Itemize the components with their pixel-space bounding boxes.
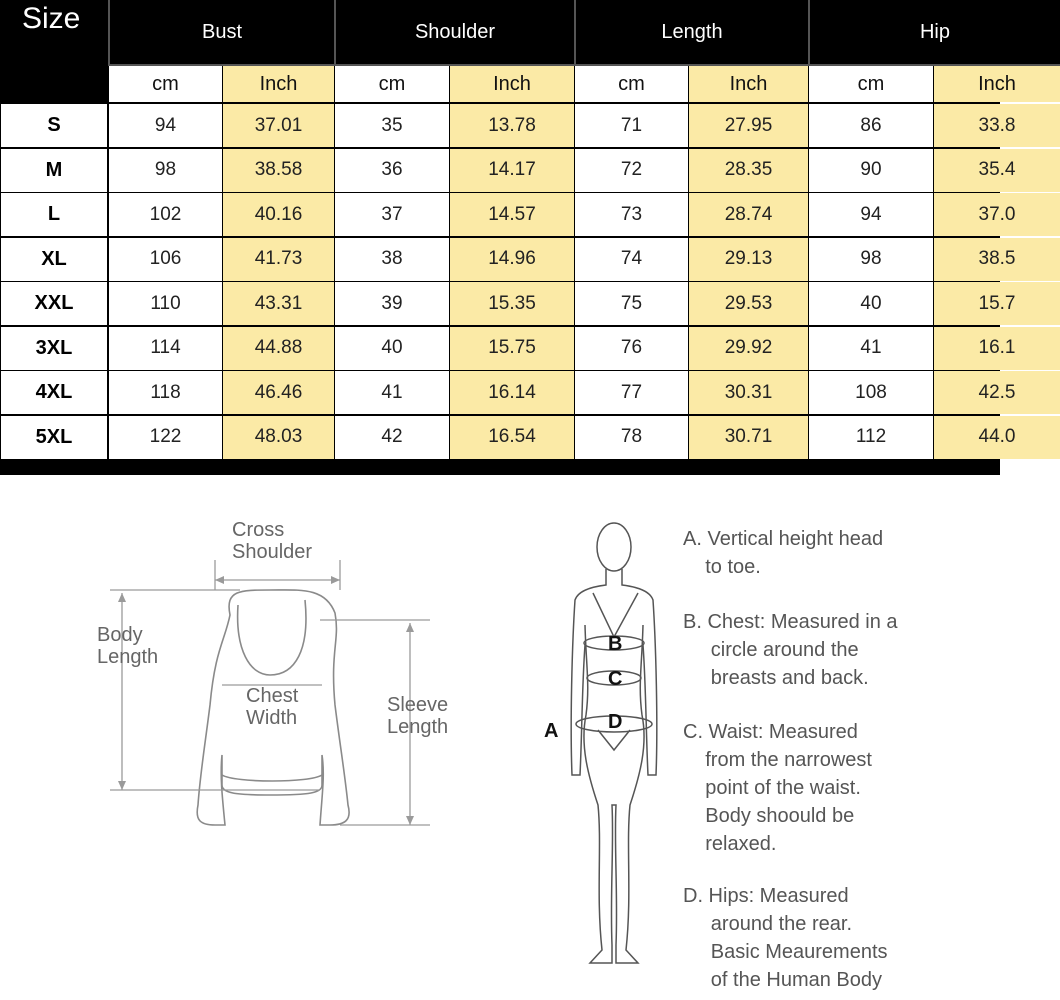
table-cell: 86 bbox=[809, 104, 933, 147]
table-cell: 43.31 bbox=[223, 282, 334, 325]
letter-a: A bbox=[544, 720, 559, 742]
table-cell: 35 bbox=[335, 104, 449, 147]
size-cell: 4XL bbox=[1, 371, 107, 414]
table-cell: 28.35 bbox=[689, 149, 808, 192]
table-cell: 15.75 bbox=[450, 327, 574, 370]
header-shoulder: Shoulder bbox=[334, 0, 574, 66]
table-cell: 16.54 bbox=[450, 416, 574, 459]
letter-d: D bbox=[608, 711, 623, 733]
table-cell: 42 bbox=[335, 416, 449, 459]
table-cell: 38.5 bbox=[934, 238, 1060, 281]
table-cell: 37 bbox=[335, 193, 449, 236]
table-cell: 35.4 bbox=[934, 149, 1060, 192]
table-cell: 118 bbox=[109, 371, 222, 414]
table-cell: 41.73 bbox=[223, 238, 334, 281]
size-cell: XXL bbox=[1, 282, 107, 325]
note-d: D. Hips: Measured around the rear. Basic Meaurements of the Human Body bbox=[683, 885, 888, 991]
table-cell: 16.1 bbox=[934, 327, 1060, 370]
letter-c: C bbox=[608, 668, 623, 690]
table-cell: 38.58 bbox=[223, 149, 334, 192]
table-cell: 39 bbox=[335, 282, 449, 325]
table-cell: 30.31 bbox=[689, 371, 808, 414]
table-cell: 15.7 bbox=[934, 282, 1060, 325]
table-cell: 40 bbox=[809, 282, 933, 325]
sleeve-length-label: Sleeve Length bbox=[387, 694, 449, 738]
size-cell: 3XL bbox=[1, 327, 107, 370]
size-chart-table bbox=[0, 0, 1016, 475]
table-cell: 98 bbox=[109, 149, 222, 192]
size-header: Size bbox=[0, 0, 107, 103]
note-a: A. Vertical height head to toe. bbox=[683, 528, 884, 578]
subheader-cm: cm bbox=[109, 66, 222, 102]
table-cell: 42.5 bbox=[934, 371, 1060, 414]
table-cell: 16.14 bbox=[450, 371, 574, 414]
subheader-inch: Inch bbox=[689, 66, 808, 102]
header-hip: Hip bbox=[808, 0, 1060, 66]
table-cell: 29.53 bbox=[689, 282, 808, 325]
table-cell: 102 bbox=[109, 193, 222, 236]
chest-width-label: Chest Width bbox=[246, 685, 299, 729]
cross-shoulder-label: Cross Shoulder bbox=[232, 519, 313, 563]
table-cell: 122 bbox=[109, 416, 222, 459]
table-cell: 33.8 bbox=[934, 104, 1060, 147]
note-b: B. Chest: Measured in a circle around the breasts and back. bbox=[683, 611, 898, 689]
table-cell: 27.95 bbox=[689, 104, 808, 147]
table-cell: 36 bbox=[335, 149, 449, 192]
table-cell: 75 bbox=[575, 282, 688, 325]
table-cell: 38 bbox=[335, 238, 449, 281]
table-cell: 76 bbox=[575, 327, 688, 370]
table-cell: 14.17 bbox=[450, 149, 574, 192]
measurement-guide bbox=[0, 475, 1000, 1000]
table-cell: 41 bbox=[809, 327, 933, 370]
note-c: C. Waist: Measured from the narrowest point of the waist. Body shoould be relaxed. bbox=[683, 721, 872, 855]
table-cell: 15.35 bbox=[450, 282, 574, 325]
table-cell: 40 bbox=[335, 327, 449, 370]
table-cell: 112 bbox=[809, 416, 933, 459]
letter-b: B bbox=[608, 633, 623, 655]
size-cell: M bbox=[1, 149, 107, 192]
table-cell: 71 bbox=[575, 104, 688, 147]
subheader-inch: Inch bbox=[223, 66, 334, 102]
table-cell: 73 bbox=[575, 193, 688, 236]
table-bottom-band bbox=[0, 459, 1000, 475]
table-cell: 30.71 bbox=[689, 416, 808, 459]
header-bust: Bust bbox=[108, 0, 334, 66]
table-cell: 90 bbox=[809, 149, 933, 192]
table-cell: 40.16 bbox=[223, 193, 334, 236]
size-cell: 5XL bbox=[1, 416, 107, 459]
table-cell: 94 bbox=[109, 104, 222, 147]
size-cell: XL bbox=[1, 238, 107, 281]
table-cell: 108 bbox=[809, 371, 933, 414]
header-length: Length bbox=[574, 0, 808, 66]
table-cell: 72 bbox=[575, 149, 688, 192]
subheader-cm: cm bbox=[575, 66, 688, 102]
subheader-cm: cm bbox=[335, 66, 449, 102]
table-cell: 41 bbox=[335, 371, 449, 414]
table-cell: 46.46 bbox=[223, 371, 334, 414]
table-cell: 78 bbox=[575, 416, 688, 459]
table-cell: 74 bbox=[575, 238, 688, 281]
table-cell: 48.03 bbox=[223, 416, 334, 459]
size-cell: S bbox=[1, 104, 107, 147]
table-cell: 77 bbox=[575, 371, 688, 414]
subheader-cm: cm bbox=[809, 66, 933, 102]
table-cell: 94 bbox=[809, 193, 933, 236]
table-cell: 28.74 bbox=[689, 193, 808, 236]
table-cell: 106 bbox=[109, 238, 222, 281]
table-cell: 44.88 bbox=[223, 327, 334, 370]
size-cell: L bbox=[1, 193, 107, 236]
body-figure bbox=[571, 523, 657, 963]
table-cell: 114 bbox=[109, 327, 222, 370]
table-cell: 29.92 bbox=[689, 327, 808, 370]
table-cell: 37.0 bbox=[934, 193, 1060, 236]
table-cell: 29.13 bbox=[689, 238, 808, 281]
table-cell: 98 bbox=[809, 238, 933, 281]
table-cell: 110 bbox=[109, 282, 222, 325]
body-length-label: Body Length bbox=[97, 624, 159, 668]
table-cell: 37.01 bbox=[223, 104, 334, 147]
table-cell: 13.78 bbox=[450, 104, 574, 147]
table-cell: 14.96 bbox=[450, 238, 574, 281]
subheader-inch: Inch bbox=[450, 66, 574, 102]
table-cell: 44.0 bbox=[934, 416, 1060, 459]
subheader-inch: Inch bbox=[934, 66, 1060, 102]
table-cell: 14.57 bbox=[450, 193, 574, 236]
